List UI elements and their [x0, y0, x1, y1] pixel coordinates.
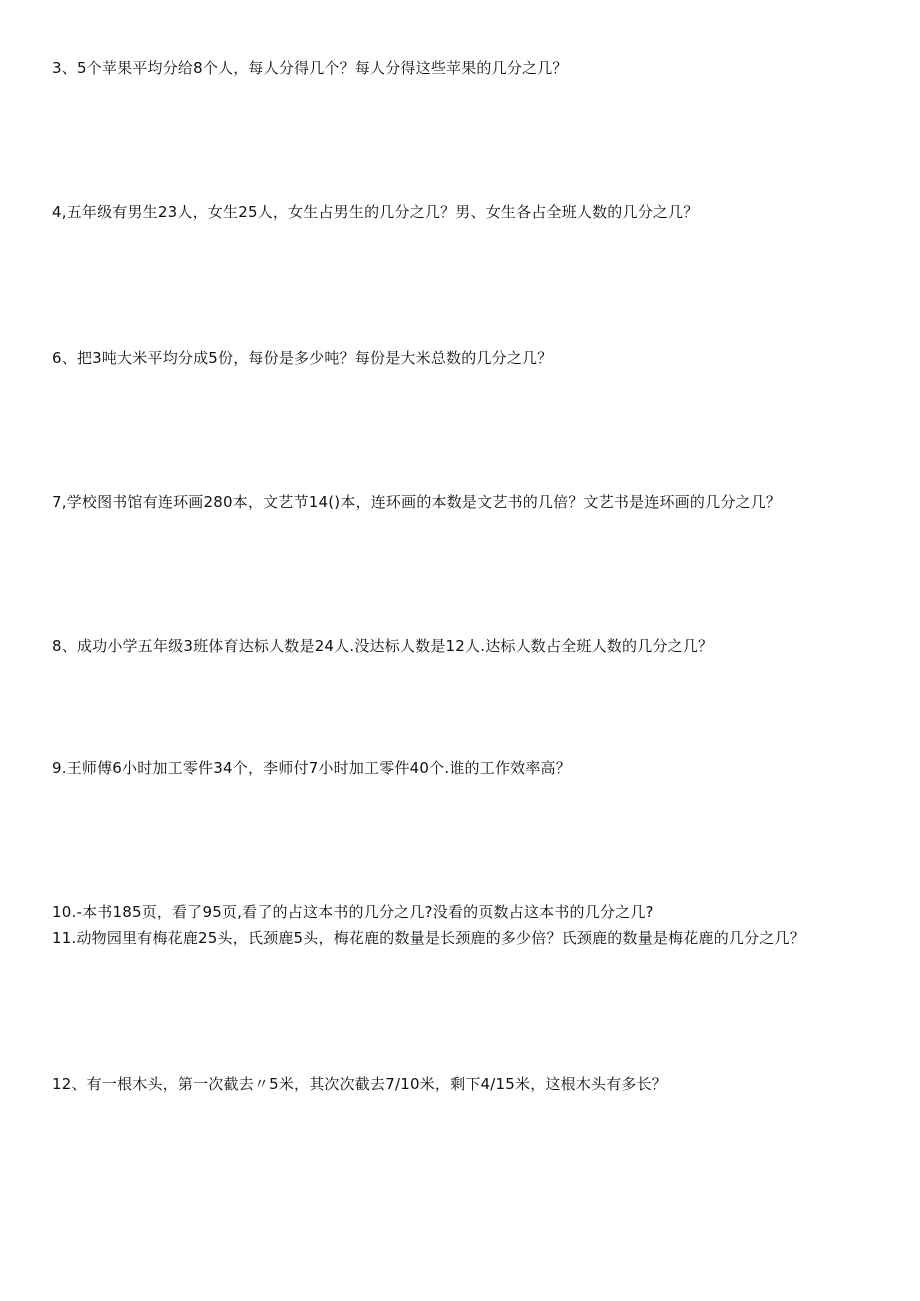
question-text: 12、有一根木头，第一次截去〃5米，其次次截去7/10米，剩下4/15米，这根木头有多长？: [52, 1075, 668, 1093]
question-text: 3、5个苹果平均分给8个人，每人分得几个？每人分得这些苹果的几分之几？: [52, 59, 568, 77]
question-6: [52, 345, 862, 371]
question-text: 7,学校图书馆有连环画280本，文艺节14()本，连环画的本数是文艺书的几倍？文艺书是连环画的几分之几？: [52, 493, 782, 511]
question-text: 8、成功小学五年级3班体育达标人数是24人.没达标人数是12人.达标人数占全班人数的几分之几？: [52, 637, 714, 655]
question-12: [52, 1071, 862, 1097]
question-10: [52, 899, 862, 925]
question-3: [52, 55, 862, 81]
question-7: [52, 489, 862, 515]
question-11: [52, 925, 862, 951]
question-text: 9.王师傅6小时加工零件34个，李师付7小时加工零件40个.谁的工作效率高？: [52, 759, 571, 777]
question-4: [52, 199, 862, 225]
question-text: 6、把3吨大米平均分成5份，每份是多少吨？每份是大米总数的几分之几？: [52, 349, 553, 367]
question-text: 11.动物园里有梅花鹿25头，氏颈鹿5头，梅花鹿的数量是长颈鹿的多少倍？氏颈鹿的数量是梅花鹿的几分之几？: [52, 929, 805, 947]
question-8: [52, 633, 862, 659]
question-text: 10.-本书185页，看了95页,看了的占这本书的几分之几?没看的页数占这本书的几分之几?: [52, 903, 654, 921]
question-9: [52, 755, 862, 781]
question-text: 4,五年级有男生23人，女生25人，女生占男生的几分之几？男、女生各占全班人数的几分之几？: [52, 203, 699, 221]
